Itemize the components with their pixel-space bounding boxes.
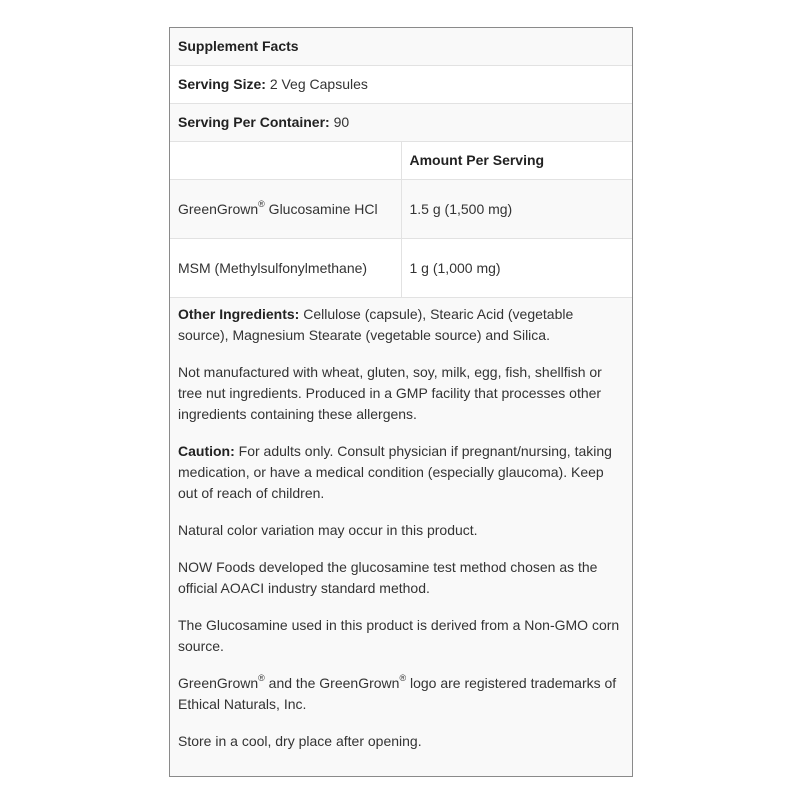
other-ingredients-text: Cellulose (capsule), Stearic Acid (vegetable source), Magnesium Stearate (vegetable source) and Silica. [178,306,574,343]
color-note: Natural color variation may occur in this product. [178,522,478,538]
panel-title-cell [170,28,632,66]
caution-label: Caution: [178,443,235,459]
caution-text: For adults only. Consult physician if pregnant/nursing, taking medication, or have a medical condition (especially glaucoma). Keep out of reach of children. [178,443,612,501]
panel-title: Supplement Facts [178,38,299,54]
column-header-row [170,142,632,180]
registered-mark: ® [258,198,265,209]
servings-per-container-value: 90 [333,114,350,130]
ingredient-row [170,180,632,239]
servings-per-container-label: Serving Per Container: [178,114,330,130]
supplement-facts-panel [169,27,633,777]
supplement-facts-table [170,28,632,298]
ingredient-name: MSM (Methylsulfonylmethane) [170,239,401,298]
notes-section [170,298,632,752]
ingredient-row [170,239,632,298]
serving-size-label: Serving Size: [178,76,266,92]
other-ingredients-label: Other Ingredients: [178,306,300,322]
other-ingredients [178,304,624,346]
serving-size-cell [170,66,632,104]
allergen-note: Not manufactured with wheat, gluten, soy, milk, egg, fish, shellfish or tree nut ingredients. Produced in a GMP facility that processes other ingredients containing these allergens. [178,364,602,422]
title-row [170,28,632,66]
column-header-cell [401,142,632,180]
serving-size-row [170,66,632,104]
test-method-note: NOW Foods developed the glucosamine test method chosen as the official AOACI industry standard method. [178,559,598,596]
ingredient-amount: 1 g (1,000 mg) [401,239,632,298]
ingredient-amount: 1.5 g (1,500 mg) [401,180,632,239]
column-header-empty [170,142,401,180]
caution-note [178,441,624,504]
storage-note: Store in a cool, dry place after opening. [178,733,422,749]
amount-per-serving-header: Amount Per Serving [409,152,545,168]
serving-size-value: 2 Veg Capsules [269,76,368,92]
servings-per-container-row [170,104,632,142]
registered-mark: ® [399,673,407,684]
ingredient-name: GreenGrown® Glucosamine HCl [170,180,401,239]
source-note: The Glucosamine used in this product is derived from a Non-GMO corn source. [178,617,620,654]
trademark-note: GreenGrown® and the GreenGrown® logo are registered trademarks of Ethical Naturals, Inc. [178,673,617,712]
servings-per-container-cell [170,104,632,142]
registered-mark: ® [258,673,265,684]
